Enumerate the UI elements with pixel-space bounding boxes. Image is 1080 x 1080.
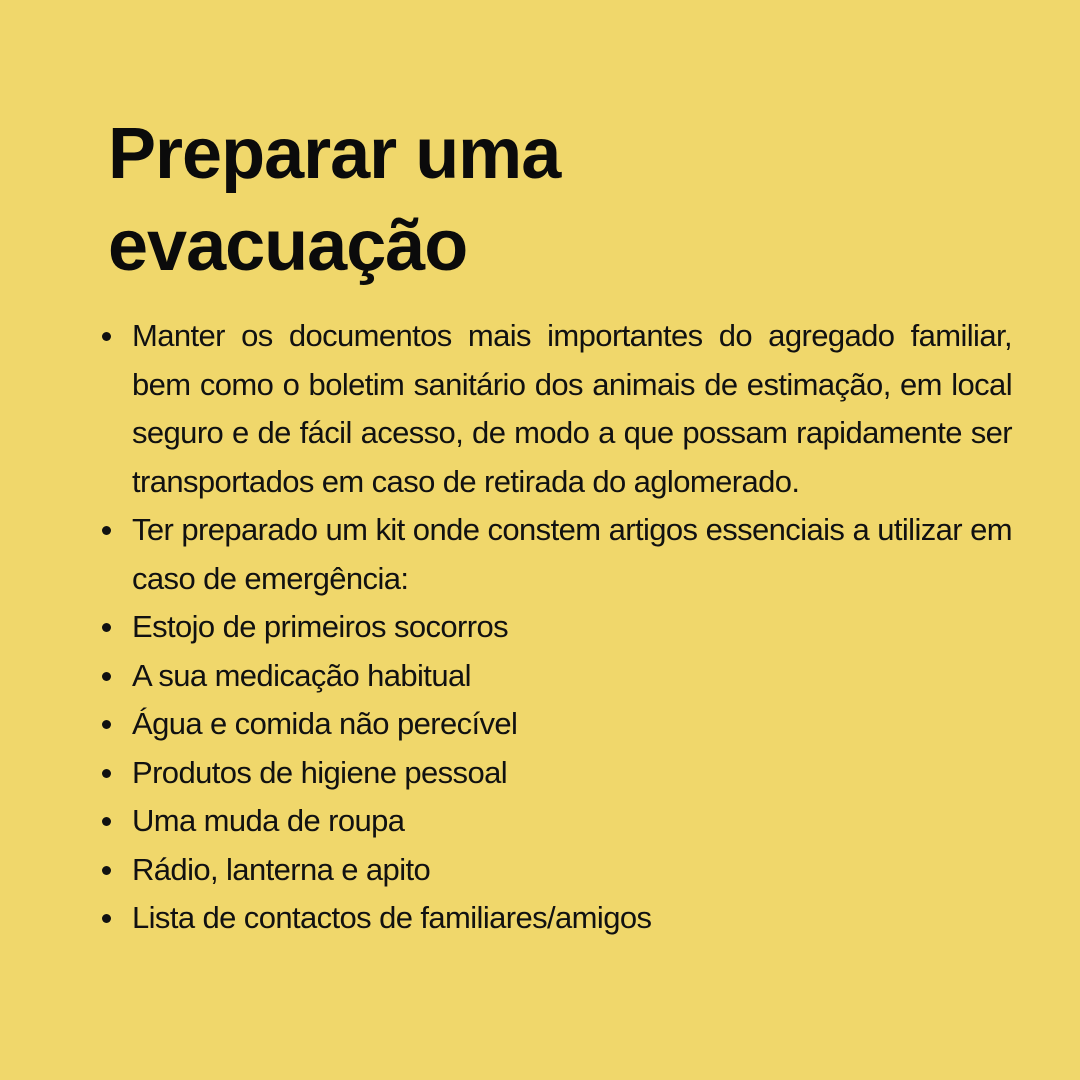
bullet-icon [102,817,111,826]
list-item [98,894,1012,943]
bullet-list [98,312,1012,943]
bullet-icon [102,914,111,923]
list-item-text: Lista de contactos de familiares/amigos [132,900,652,935]
list-item-text: Uma muda de roupa [132,803,405,838]
list-item-text: Rádio, lanterna e apito [132,851,431,887]
list-item [98,506,1012,603]
bullet-icon [102,623,111,632]
list-item [98,846,1012,895]
list-item-text: Produtos de higiene pessoal [132,754,508,790]
list-item [98,700,1012,749]
list-item-text: Ter preparado um kit onde constem artigos essenciais a utilizar em caso de emergência: [132,512,1012,596]
list-item-text: A sua medicação habitual [132,657,471,693]
bullet-icon [102,332,111,341]
bullet-icon [102,672,111,681]
list-item [98,652,1012,701]
bullet-icon [102,526,111,535]
bullet-icon [102,769,111,778]
list-item [98,312,1012,506]
list-item [98,797,1012,846]
bullet-icon [102,866,111,875]
list-item-text: Água e comida não perecível [132,706,518,741]
bullet-icon [102,720,111,729]
page-title: Preparar uma evacuação [108,114,561,286]
list-item-text: Manter os documentos mais importantes do agregado familiar, bem como o boletim sanitário dos animais de estimação, em local seguro e de fácil acesso, de modo a que possam rapidamente ser transportados em caso de retirada do aglomerado. [132,318,1012,499]
list-item [98,749,1012,798]
list-item [98,603,1012,652]
list-item-text: Estojo de primeiros socorros [132,609,509,644]
